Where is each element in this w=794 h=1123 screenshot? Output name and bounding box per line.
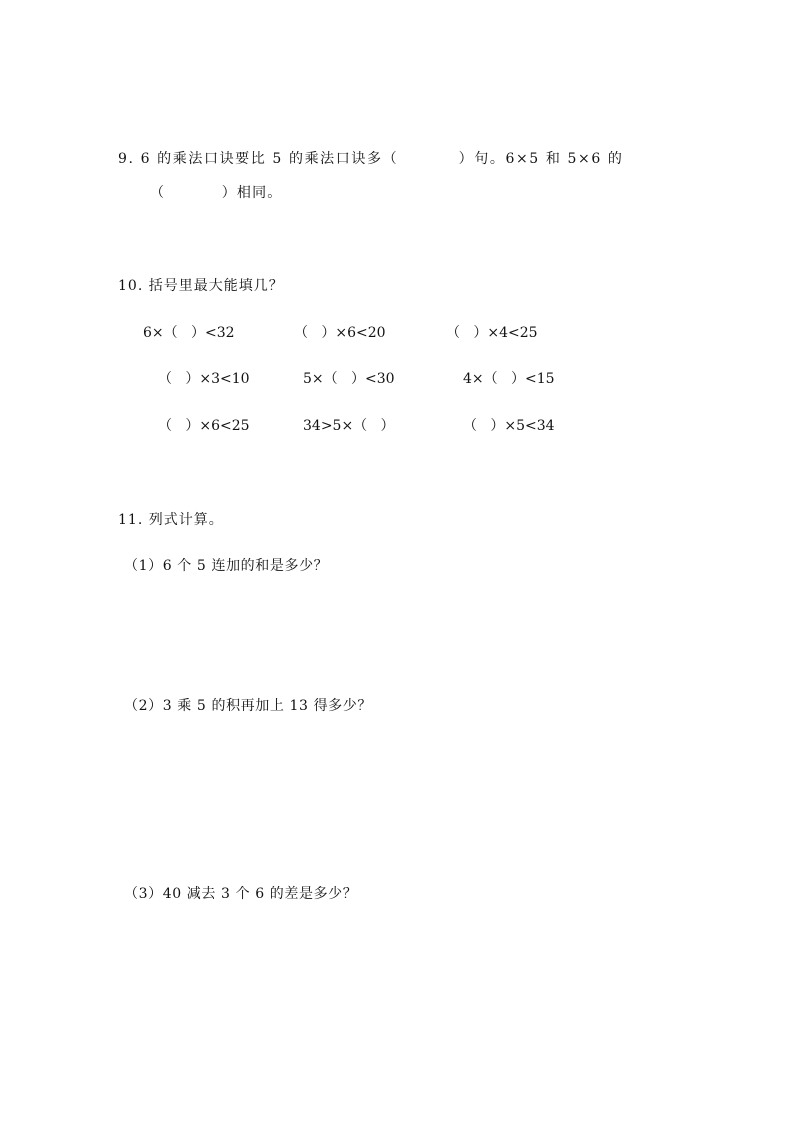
question-11-part-1: （1）6 个 5 连加的和是多少？: [124, 558, 329, 574]
inequality-r1-c2: （ ）×6<20: [294, 325, 386, 341]
inequality-r1-c1: 6×（ ）<32: [143, 325, 235, 341]
inequality-r2-c2: 5×（ ）<30: [303, 371, 395, 387]
inequality-r3-c1: （ ）×6<25: [158, 418, 250, 434]
inequality-r3-c2: 34>5×（ ）: [303, 418, 395, 434]
question-11-title: 11. 列式计算。: [118, 512, 224, 528]
inequality-r2-c3: 4×（ ）<15: [463, 371, 555, 387]
question-10-title: 10. 括号里最大能填几？: [118, 278, 284, 294]
question-11-part-3: （3）40 减去 3 个 6 的差是多少？: [124, 886, 358, 902]
inequality-r3-c3: （ ）×5<34: [463, 418, 555, 434]
question-11-part-2: （2）3 乘 5 的积再加上 13 得多少？: [124, 698, 372, 714]
inequality-r2-c1: （ ）×3<10: [158, 371, 250, 387]
question-9-line-1: 9. 6 的乘法口诀要比 5 的乘法口诀多（ ）句。6×5 和 5×6 的: [118, 151, 624, 167]
question-9-line-2: （ ）相同。: [150, 185, 283, 201]
inequality-r1-c3: （ ）×4<25: [446, 325, 538, 341]
